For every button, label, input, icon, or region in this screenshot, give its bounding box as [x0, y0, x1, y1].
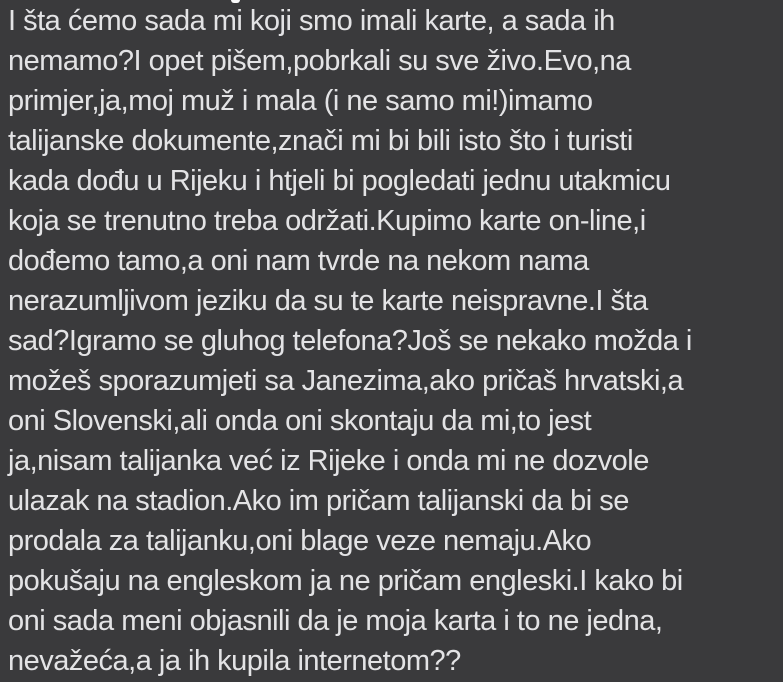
text-line: dođemo tamo,a oni nam tvrde na nekom nama — [8, 245, 589, 277]
text-line: kada dođu u Rijeku i htjeli bi pogledati jednu utakmicu — [8, 165, 671, 197]
text-line: ja,nisam talijanka već iz Rijeke i onda mi ne dozvole — [8, 445, 649, 477]
text-line: talijanske dokumente,znači mi bi bili isto što i turisti — [8, 125, 633, 157]
text-line: nevažeća,a ja ih kupila internetom?? — [8, 645, 461, 677]
text-line: ulazak na stadion.Ako im pričam talijanski da bi se — [8, 485, 629, 517]
text-line: primjer,ja,moj muž i mala (i ne samo mi!)imamo — [8, 85, 593, 117]
text-line: I šta ćemo sada mi koji smo imali karte, a sada ih — [8, 5, 615, 37]
text-line: oni sada meni objasnili da je moja karta i to ne jedna, — [8, 605, 663, 637]
text-line: sad?Igramo se gluhog telefona?Još se nekako možda i — [8, 325, 692, 357]
text-line: nemamo?I opet pišem,pobrkali su sve živo.Evo,na — [8, 45, 631, 77]
text-line: pokušaju na engleskom ja ne pričam engleski.I kako bi — [8, 565, 683, 597]
text-line: možeš sporazumjeti sa Janezima,ako pričaš hrvatski,a — [8, 365, 684, 397]
text-line: nerazumljivom jeziku da su te karte neispravne.I šta — [8, 285, 648, 317]
text-line: prodala za talijanku,oni blage veze nemaju.Ako — [8, 525, 592, 557]
text-line: koja se trenutno treba održati.Kupimo karte on-line,i — [8, 205, 646, 237]
text-line: oni Slovenski,ali onda oni skontaju da mi,to jest — [8, 405, 592, 437]
